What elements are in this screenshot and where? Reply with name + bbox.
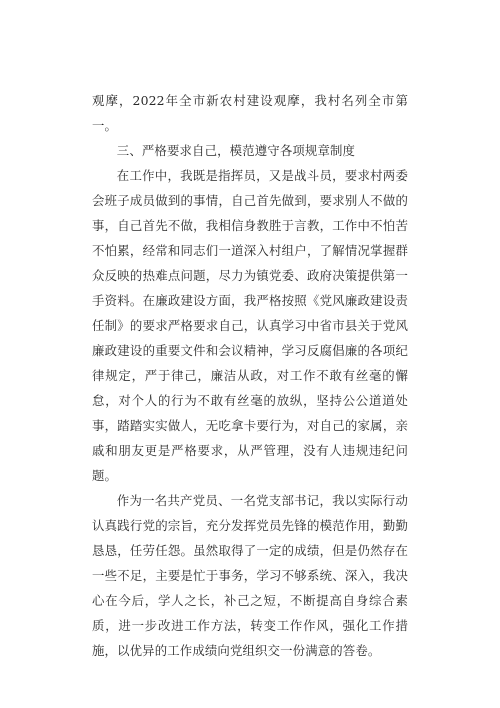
paragraph-conclusion: 作为一名共产党员、一名党支部书记，我以实际行动认真践行党的宗旨，充分发挥党员先锋的模范作用，勤勤恳恳，任劳任怨。虽然取得了一定的成绩，但是仍然存在一些不足，主要是忙于事务，学习不够系统、深入，我决心在今后，学人之长，补己之短，不断提高自身综合素质，进一步改进工作方法，转变工作作风，强化工作措施，以优异的工作成绩向党组织交一份满意的答卷。 xyxy=(92,493,408,658)
paragraph-continuation: 观摩，2022年全市新农村建设观摩，我村名列全市第一。 xyxy=(92,93,408,133)
section-heading: 三、严格要求自己，模范遵守各项规章制度 xyxy=(116,143,356,158)
document-body xyxy=(92,88,408,663)
paragraph-work-conduct: 在工作中，我既是指挥员，又是战斗员，要求村两委会班子成员做到的事情，自己首先做到，要求别人不做的事，自己首先不做，我相信身教胜于言教，工作中不怕苦不怕累，经常和同志们一道深入村组户，了解情况掌握群众反映的热难点问题，尽力为镇党委、政府决策提供第一手资料。在廉政建设方面，我严格按照《党风廉政建设责任制》的要求严格要求自己，认真学习中省市县关于党风廉政建设的重要文件和会议精神，学习反腐倡廉的各项纪律规定，严于律己，廉洁从政，对工作不敢有丝毫的懈怠，对个人的行为不敢有丝毫的放纵，坚持公公道道处事，踏踏实实做人，无吃拿卡要行为，对自己的家属，亲戚和朋友更是严格要求，从严管理，没有人违规违纪问题。 xyxy=(92,168,408,483)
